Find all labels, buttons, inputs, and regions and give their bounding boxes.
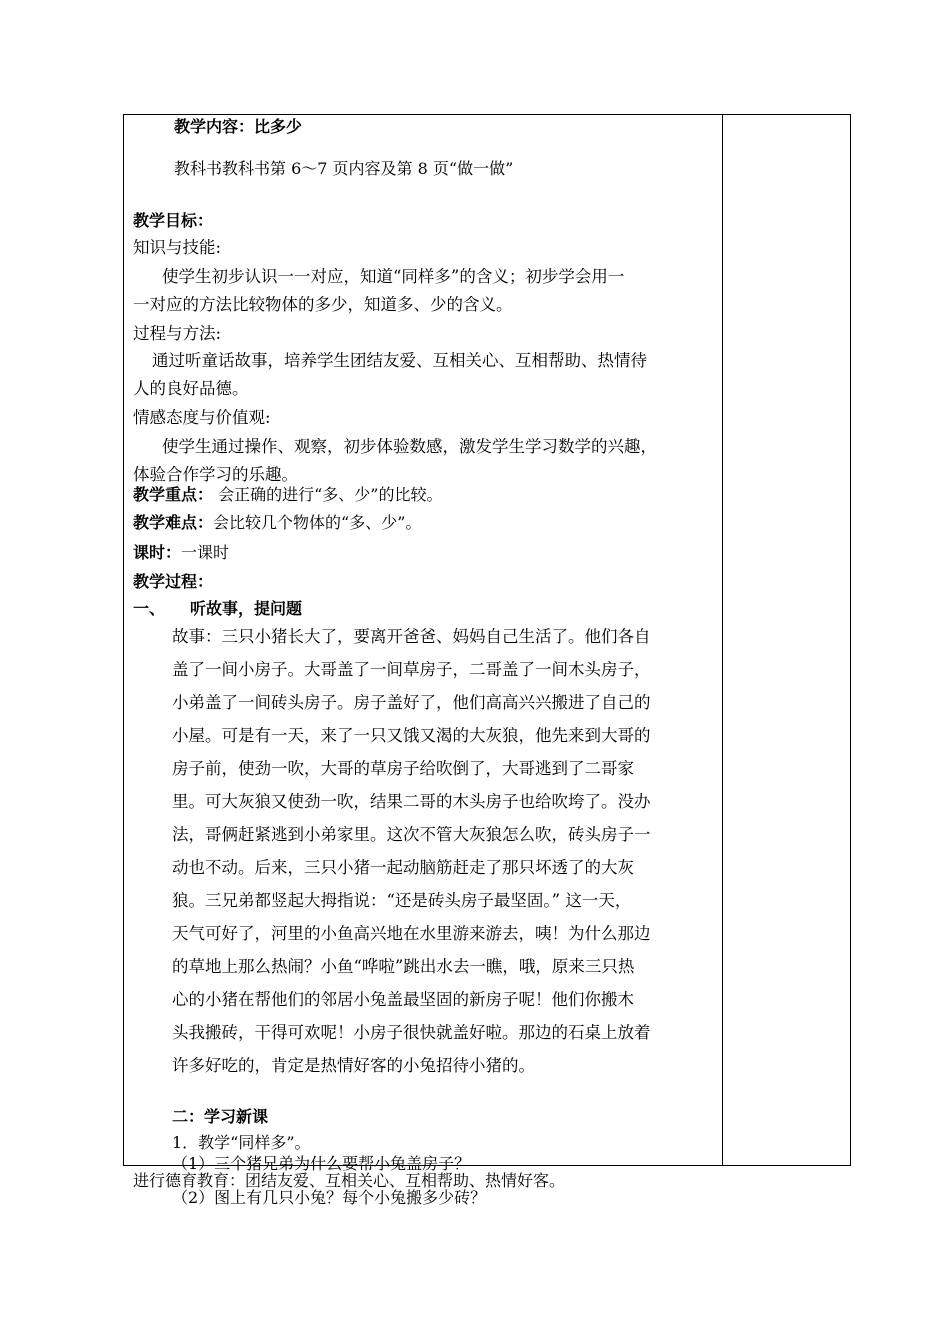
- key-point-label: 教学重点：: [133, 485, 214, 504]
- difficulty: [133, 513, 421, 533]
- content-label: 教学内容：比多少: [174, 117, 303, 136]
- process-title: 教学过程：: [133, 572, 214, 591]
- story-line: 法，哥俩赶紧逃到小弟家里。这次不管大灰狼怎么吹，砖头房子一: [172, 825, 651, 844]
- story-line: 心的小猪在帮他们的邻居小兔盖最坚固的新房子呢！他们你搬木: [172, 990, 634, 1009]
- story-line: 房子前，使劲一吹，大哥的草房子给吹倒了，大哥逃到了二哥家: [172, 759, 634, 778]
- item-1: 1．教学“同样多”。: [172, 1133, 311, 1152]
- question-1: （1）三个猪兄弟为什么要帮小兔盖房子？: [172, 1154, 471, 1173]
- lesson-plan-table: [123, 114, 851, 1207]
- section-1-number: 一、: [133, 599, 166, 618]
- story-line: 狼。三兄弟都竖起大拇指说：“还是砖头房子最坚固。” 这一天，: [172, 891, 632, 910]
- knowledge-line-1: 使学生初步认识一一对应，知道“同样多”的含义；初步学会用一: [162, 267, 625, 286]
- process-line-1: 通过听童话故事，培养学生团结友爱、互相关心、互相帮助、热情待: [152, 351, 647, 370]
- story-line: 盖了一间小房子。大哥盖了一间草房子，二哥盖了一间木头房子，: [172, 660, 651, 679]
- difficulty-label: 教学难点：: [133, 513, 214, 532]
- emotion-heading: 情感态度与价值观:: [133, 408, 271, 427]
- moral-education: 进行德育教育：团结友爱、互相关心、互相帮助、热情好客。: [133, 1171, 566, 1190]
- story-line: 的草地上那么热闹？小鱼“哗啦”跳出水去一瞧，哦，原来三只热: [172, 957, 635, 976]
- key-point-text: 会正确的进行“多、少”的比较。: [218, 485, 443, 504]
- difficulty-text: 会比较几个物体的“多、少”。: [213, 513, 422, 532]
- process-line-2: 人的良好品德。: [133, 379, 249, 398]
- class-period: [133, 543, 229, 563]
- story-line: 天气可好了，河里的小鱼高兴地在水里游来游去，咦！为什么那边: [172, 924, 651, 943]
- story-line: 故事：三只小猪长大了，要离开爸爸、妈妈自己生活了。他们各自: [172, 627, 651, 646]
- story-line: 小屋。可是有一天，来了一只又饿又渴的大灰狼，他先来到大哥的: [172, 726, 651, 745]
- story-line: 小弟盖了一间砖头房子。房子盖好了，他们高高兴兴搬进了自己的: [172, 693, 651, 712]
- period-label: 课时：: [133, 543, 182, 562]
- knowledge-line-2: 一对应的方法比较物体的多少，知道多、少的含义。: [133, 295, 513, 314]
- column-divider: [722, 115, 723, 1165]
- knowledge-heading: 知识与技能:: [133, 238, 222, 257]
- content-source: 教科书教科书第 6～7 页内容及第 8 页“做一做”: [174, 159, 514, 178]
- process-heading: 过程与方法:: [133, 324, 222, 343]
- emotion-line-2: 体验合作学习的乐趣。: [133, 465, 298, 484]
- question-2: （2）图上有几只小兔？每个小兔搬多少砖？: [172, 1188, 487, 1207]
- story-line: 头我搬砖，干得可欢呢！小房子很快就盖好啦。那边的石桌上放着: [172, 1023, 651, 1042]
- story-line: 许多好吃的，肯定是热情好客的小兔招待小猪的。: [172, 1056, 535, 1075]
- emotion-line-1: 使学生通过操作、观察，初步体验数感，激发学生学习数学的兴趣，: [162, 437, 657, 456]
- section-2-title: 二：学习新课: [172, 1107, 269, 1126]
- story-line: 动也不动。后来，三只小猪一起动脑筋赶走了那只坏透了的大灰: [172, 858, 634, 877]
- section-1-title: 听故事，提问题: [190, 599, 303, 618]
- story-line: 里。可大灰狼又使劲一吹，结果二哥的木头房子也给吹垮了。没办: [172, 792, 651, 811]
- key-point: [133, 485, 442, 505]
- objectives-heading: 教学目标：: [133, 211, 214, 230]
- period-text: 一课时: [181, 543, 230, 562]
